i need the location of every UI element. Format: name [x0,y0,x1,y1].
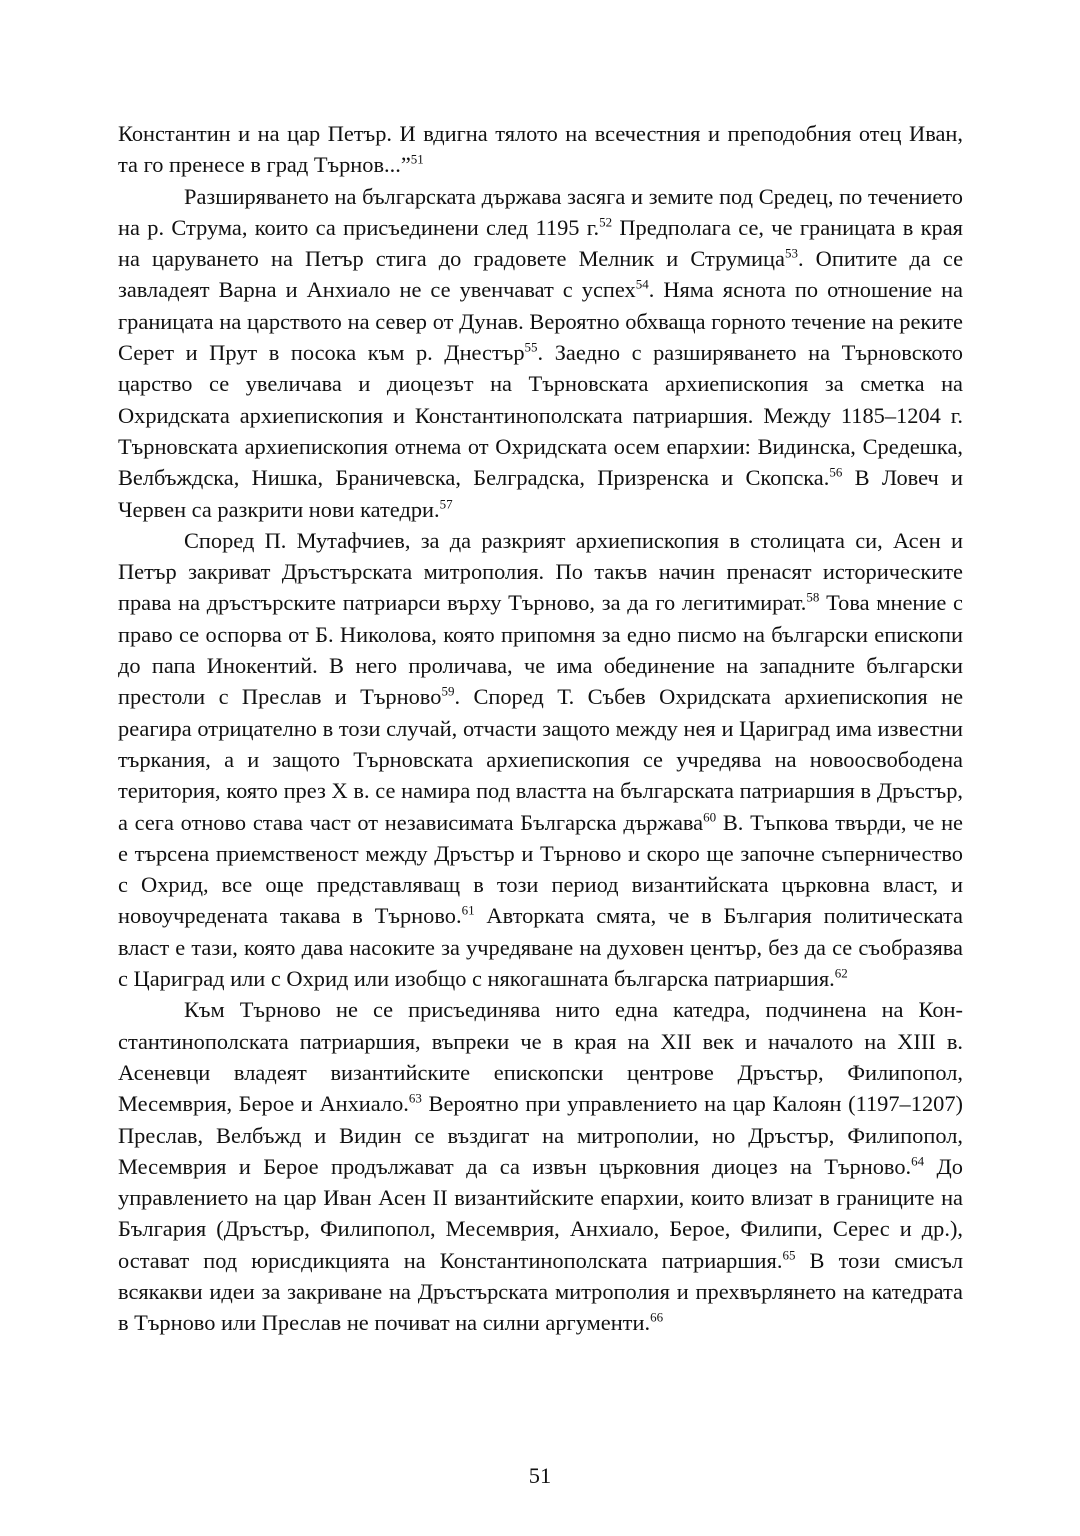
text-run: Авторката смята, че в България политическата власт е тази, която дава насоките за учредяване на духовен център, без да се съобразява с Цариград или с Охрид или изобщо с някогашната българска патриаршия. [118,903,964,992]
footnote-ref: 59 [441,683,455,699]
paragraph [118,525,963,994]
footnote-ref: 51 [410,151,424,167]
page-body [118,118,963,1339]
paragraph [118,994,963,1338]
footnote-ref: 66 [650,1309,664,1325]
footnote-ref: 56 [829,464,843,480]
text-run: Това мнение с право се оспорва от Б. Николова, която припомня за едно писмо на български епископи до папа Инокентий. В него проличава, че има обединение на западните български престоли с Преслав и Търново [118,590,963,710]
footnote-ref: 55 [524,339,538,355]
text-run: . Няма яснота по отношение на границата на царството на север от Дунав. Вероятно обхваща горното течение на реките Серет и Прут в посока към р. Днестър [118,277,963,366]
footnote-ref: 65 [782,1247,796,1263]
text-run: До управлението на цар Иван Асен II византийските епархии, които влизат в границите на България (Дръстър, Филипопол, Месемврия, Анхиало, Берое, Филипи, Серес и др.), остават под юрисдикцията на Константинополската патриаршия. [118,1153,963,1273]
text-run: . Според Т. Събев Охридската архиепископия не реагира отрицателно в този случай, отчасти защото между нея и Цариград има известни търкания, а и защото Търновската архиепископия се учредява на новоосвободена територия, която през X в. се намира под властта на българската патриаршия в Дръстър, а сега отново става част от независимата Българска държава [118,684,964,835]
text-run: . Опитите да се завладеят Варна и Анхиало не се увенчават с успех [118,246,964,303]
footnote-ref: 64 [911,1153,925,1169]
footnote-ref: 63 [408,1090,422,1106]
text-run: В Ловеч и Червен са разкрити нови катедри. [118,465,963,522]
text-run: Константин и на цар Петър. И вдигна тялото на всечестния и преподобния отец Иван, та го пренесе в град Търнов...” [118,121,963,178]
text-run: Разширяването на българската държава засяга и земите под Средец, по течението на р. Струма, които са присъединени след 1195 г. [118,183,963,240]
text-run: Към Търново не се присъединява нито една катедра, подчинена на Константинополската патриаршия, въпреки че в края на XII век и началото на XIII в. Асеневци владеят византийските епископски центрове Дръстър, Филипопол, Месемврия, Берое и Анхиало. [118,997,963,1117]
footnote-ref: 62 [834,965,848,981]
text-run: Предполага се, че границата в края на царуването на Петър стига до градовете Мелник и Струмица [118,214,963,272]
text-run: В. Тъпкова твърди, че не е търсена приемственост между Дръстър и Търново и скоро ще започне съперничество с Охрид, все още представляващ в този период византийската църковна власт, и новоучредената такава в Търново. [118,809,963,929]
footnote-ref: 61 [461,902,475,918]
page-number: 51 [528,1463,552,1488]
paragraph [118,181,963,525]
footnote-ref: 57 [439,496,453,512]
footnote-ref: 58 [806,589,820,605]
text-run: . Заедно с разширяването на Търновското царство се увеличава и диоцезът на Търновската архиепископия за сметка на Охридската архиепископия и Константинополската патриаршия. Между 1185–1204 г. Търновската архиепископия отнема от Охридската осем епархии: Видинска, Средешка, Велбъждска, Нишка, Браничевска, Белградска, Призренска и Скопска. [118,340,963,491]
text-run: В този смисъл всякакви идеи за закриване на Дръстърската митрополия и прехвърлянето на катедрата в Търново или Преслав не почиват на силни аргументи. [118,1247,963,1336]
footnote-ref: 60 [703,809,717,825]
paragraph [118,118,963,181]
text-run: Според П. Мутафчиев, за да разкрият архиепископия в столицата си, Асен и Петър закриват Дръстърската митрополия. По такъв начин пренасят историческите права на дръстърските патриарси върху Търново, за да го легитимират. [118,527,963,616]
text-run: Вероятно при управлението на цар Калоян (1197–1207) Преслав, Велбъжд и Видин се въздигат на митрополии, но Дръстър, Филипопол, Месемврия и Берое продължават да са извън църковния диоцез на Търново. [118,1091,963,1179]
footnote-ref: 52 [599,214,613,230]
footnote-ref: 54 [635,277,649,293]
footnote-ref: 53 [784,245,798,261]
